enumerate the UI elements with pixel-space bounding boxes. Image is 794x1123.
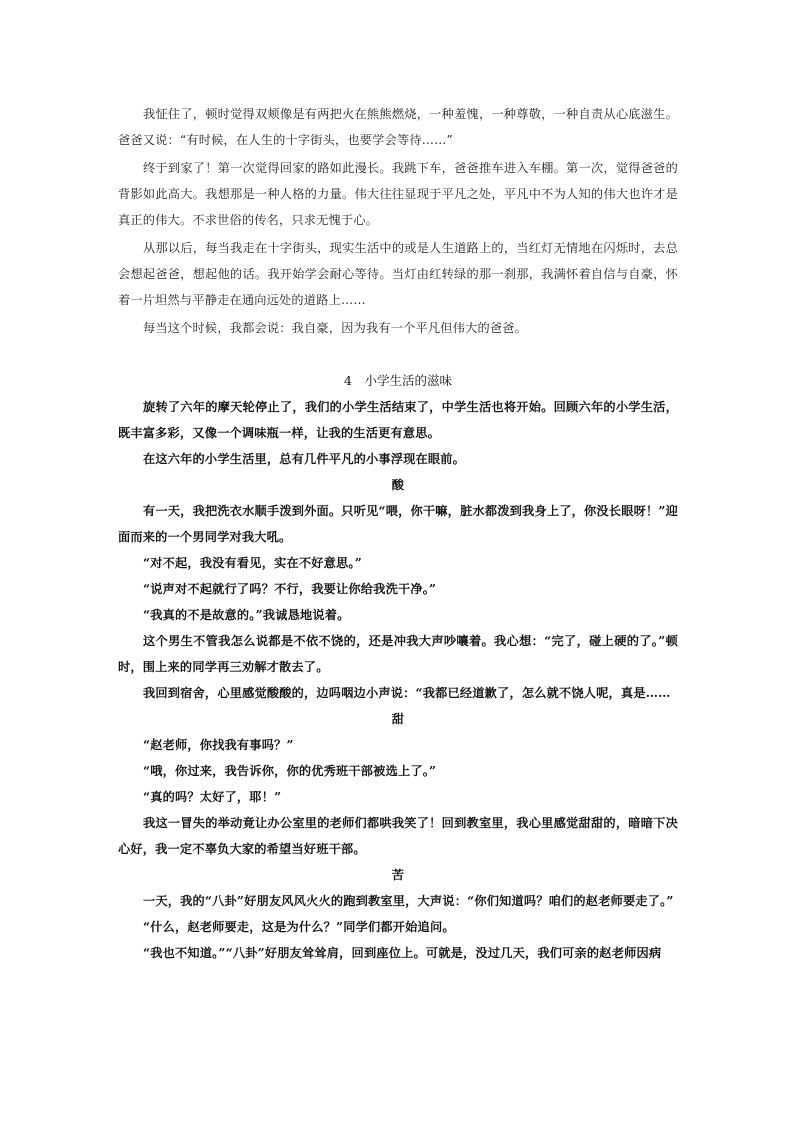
paragraph: “对不起，我没有看见，实在不好意思。”	[143, 556, 362, 570]
paragraph: “真的吗？太好了，耶！”	[143, 790, 282, 804]
paragraph: 在这六年的小学生活里，总有几件平凡的小事浮现在眼前。	[143, 452, 466, 466]
paragraph: 我这一冒失的举动竟让办公室里的老师们都哄我笑了！回到教室里，我心里感觉甜甜的，暗暗下决心好，我一定不辜负大家的希望当好班干部。	[118, 816, 678, 856]
subheading-bitter: 苦	[391, 868, 405, 882]
paragraph: 旋转了六年的摩天轮停止了，我们的小学生活结束了，中学生活也将开始。回顾六年的小学生活，既丰富多彩，又像一个调味瓶一样，让我的生活更有意思。	[118, 400, 678, 440]
paragraph: 这个男生不管我怎么说都是不依不饶的，还是冲我大声吵嚷着。我心想：“完了，碰上硬的了。”顿时，围上来的同学再三劝解才散去了。	[118, 634, 678, 674]
paragraph: “哦，你过来，我告诉你，你的优秀班干部被选上了。”	[143, 764, 437, 778]
story-one-ending	[118, 101, 678, 341]
paragraph: 一天，我的“八卦”好朋友风风火火的跑到教室里，大声说：“你们知道吗？咱们的赵老师要走了。”	[143, 894, 674, 908]
paragraph: “我真的不是故意的。”我诚恳地说着。	[143, 608, 350, 622]
paragraph: “赵老师，你找我有事吗？”	[143, 738, 294, 752]
paragraph: 我回到宿舍，心里感觉酸酸的，边吗咽边小声说：“我都已经道歉了，怎么就不饶人呢，真是……	[143, 686, 671, 700]
paragraph: 从那以后，每当我走在十字街头，现实生活中的或是人生道路上的，当红灯无情地在闪烁时，去总会想起爸爸，想起他的话。我开始学会耐心等待。当灯由红转绿的那一刹那，我满怀着自信与自豪，怀着一片坦然与平静走在通向远处的道路上……	[118, 241, 678, 307]
paragraph: “说声对不起就行了吗？不行，我要让你给我洗干净。”	[143, 582, 437, 596]
paragraph: 每当这个时候，我都会说：我自豪，因为我有一个平凡但伟大的爸爸。	[143, 321, 528, 335]
story-two	[118, 368, 678, 966]
section-title: 4 小学生活的滋味	[344, 373, 452, 388]
paragraph: “我也不知道。”“八卦”好朋友耸耸肩，回到座位上。可就是，没过几天，我们可亲的赵老师因病	[143, 946, 662, 960]
subheading-sour: 酸	[391, 478, 405, 492]
paragraph: 有一天，我把洗衣水顺手泼到外面。只听见“喂，你干嘛，脏水都泼到我身上了，你没长眼呀！”迎面而来的一个男同学对我大吼。	[118, 504, 678, 544]
subheading-sweet: 甜	[391, 712, 405, 726]
paragraph: “什么，赵老师要走，这是为什么？”同学们都开始追问。	[143, 920, 455, 934]
paragraph: 终于到家了！第一次觉得回家的路如此漫长。我跳下车，爸爸推车进入车棚。第一次，觉得爸爸的背影如此高大。我想那是一种人格的力量。伟大往往显现于平凡之处，平凡中不为人知的伟大也许才是真正的伟大。不求世俗的传名，只求无愧于心。	[118, 161, 678, 227]
paragraph: 我怔住了，顿时觉得双颊像是有两把火在熊熊燃烧，一种羞愧，一种尊敬，一种自责从心底滋生。爸爸又说：“有时候，在人生的十字街头，也要学会等待……”	[118, 107, 678, 147]
